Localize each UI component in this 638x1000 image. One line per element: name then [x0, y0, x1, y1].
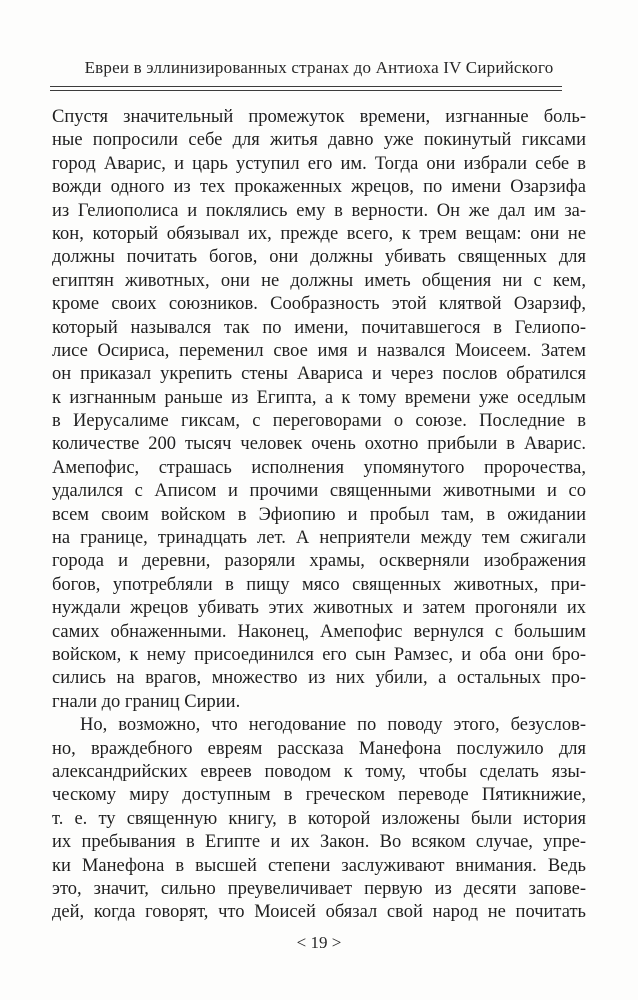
text-line: который назывался так по имени, почитавшегося в Гелиопо- [52, 317, 586, 338]
text-line: богов, употребляли в пищу мясо священных животных, при- [52, 574, 586, 595]
text-line: это, значит, сильно преувеличивает первую из десяти запове- [52, 878, 586, 899]
page-number: < 19 > [296, 933, 342, 952]
text-line: самих обнаженными. Наконец, Амепофис вернулся с большим [52, 621, 586, 642]
text-line: Но, возможно, что негодование по поводу этого, безуслов- [80, 715, 586, 736]
text-line: но, враждебного евреям рассказа Манефона послужило для [52, 738, 586, 759]
text-line: дей, когда говорят, что Моисей обязал свой народ не почитать [52, 902, 586, 923]
text-line: из Гелиополиса и поклялись ему в верности. Он же дал им за- [52, 200, 586, 221]
text-line: египтян животных, они не должны иметь общения ни с кем, [52, 270, 586, 291]
text-line: в Иерусалиме гиксам, с переговорами о союзе. Последние в [52, 411, 586, 432]
text-line: должны почитать богов, они должны убивать священных для [52, 247, 586, 268]
text-line: города и деревни, разоряли храмы, оскверняли изображения [52, 551, 586, 572]
header-divider [50, 86, 562, 91]
text-line: сились на врагов, множество из них убили, а остальных про- [52, 668, 586, 689]
text-line: александрийских евреев поводом к тому, чтобы сделать язы- [52, 761, 586, 782]
text-line: количестве 200 тысяч человек очень охотно прибыли в Аварис. [52, 434, 586, 455]
text-line: Амепофис, страшась исполнения упомянутого пророчества, [52, 457, 586, 478]
text-line: кроме своих союзников. Сообразность этой клятвой Озарзиф, [52, 294, 586, 315]
text-line: гнали до границ Сирии. [52, 691, 241, 712]
body-text [52, 106, 586, 925]
text-line: лисе Осириса, переменил свое имя и назвался Моисеем. Затем [52, 340, 586, 361]
text-line: он приказал укрепить стены Авариса и через послов обратился [52, 364, 586, 385]
text-line: их пребывания в Египте и их Закон. Во всяком случае, упре- [52, 832, 586, 853]
text-line: Спустя значительный промежуток времени, изгнанные боль- [52, 107, 586, 127]
text-line: на границе, тринадцать лет. А неприятели между тем сжигали [52, 528, 586, 549]
text-line: город Аварис, и царь уступил его им. Тогда они избрали себе в [52, 153, 586, 174]
text-line: кон, который обязывал их, прежде всего, к трем вещам: они не [52, 223, 586, 244]
text-line: т. е. ту священную книгу, в которой изложены были история [52, 808, 586, 829]
running-header-title: Евреи в эллинизированных странах до Антиоха IV Сирийского [84, 58, 554, 77]
text-line: ческому миру доступным в греческом переводе Пятикнижие, [52, 785, 586, 806]
text-line: ные попросили себе для житья давно уже покинутый гиксами [52, 130, 586, 151]
text-line: вожди одного из тех прокаженных жрецов, по имени Озарзифа [52, 177, 586, 198]
text-line: удалился с Аписом и прочими священными животными и со [52, 481, 586, 502]
text-line: всем своим войском в Эфиопию и пробыл там, в ожидании [52, 504, 586, 525]
text-line: нуждали жрецов убивать этих животных и затем прогоняли их [52, 598, 586, 619]
text-line: ки Манефона в высшей степени заслуживают внимания. Ведь [52, 855, 586, 876]
text-line: войском, к нему присоединился его сын Рамзес, и оба они бро- [52, 644, 586, 665]
text-line: к изгнанным раньше из Египта, а к тому времени уже оседлым [52, 387, 586, 408]
